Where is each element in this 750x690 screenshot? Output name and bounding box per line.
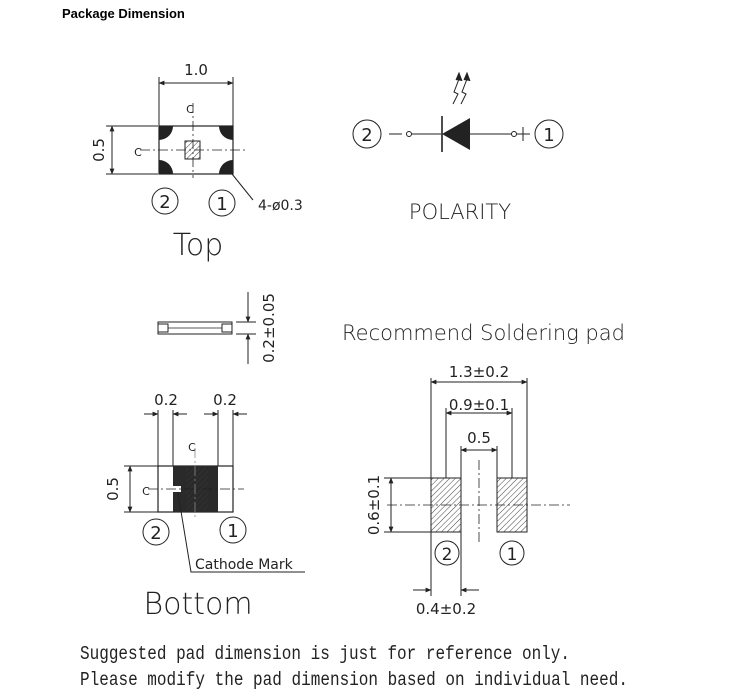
bottom-pad-right-dim: 0.2	[213, 391, 237, 409]
top-center-mark-side: C	[134, 146, 142, 159]
bottom-caption: Bottom	[143, 587, 253, 622]
top-hole-note: 4-ø0.3	[258, 198, 303, 214]
polarity-pin-1: 1	[543, 125, 555, 146]
top-center-mark: C	[186, 103, 194, 116]
bottom-pad-left-dim: 0.2	[154, 391, 178, 409]
top-view	[106, 77, 253, 216]
top-caption: Top	[172, 228, 224, 263]
top-pin-1: 1	[216, 194, 228, 215]
side-view	[158, 292, 256, 364]
note-line-2: Please modify the pad dimension based on individual need.	[80, 669, 628, 690]
solder-pad-width-dim: 0.4±0.2	[415, 600, 477, 618]
bottom-center-mark-side: C	[142, 485, 150, 498]
solder-overall-dim: 1.3±0.2	[448, 363, 510, 381]
top-width-dim: 1.0	[184, 61, 208, 79]
solder-pin-2: 2	[441, 545, 453, 565]
solder-pad-title: Recommend Soldering pad	[342, 321, 625, 345]
bottom-height-dim: 0.5	[104, 477, 122, 501]
bottom-view	[124, 410, 305, 572]
side-thickness-dim: 0.2±0.05	[260, 293, 278, 363]
solder-height-dim: 0.6±0.1	[365, 474, 383, 536]
solder-inner-dim: 0.9±0.1	[448, 396, 510, 414]
polarity-pin-2: 2	[361, 125, 373, 146]
note-line-1: Suggested pad dimension is just for reference only.	[80, 643, 570, 665]
solder-gap-dim: 0.5	[467, 429, 491, 447]
bottom-pin-2: 2	[150, 523, 162, 544]
solder-pin-1: 1	[506, 545, 518, 565]
polarity-caption: POLARITY	[408, 200, 512, 224]
polarity-symbol	[353, 73, 563, 152]
bottom-center-mark: C	[188, 441, 196, 454]
cathode-mark-label: Cathode Mark	[195, 557, 293, 573]
top-height-dim: 0.5	[90, 138, 108, 162]
page-title: Package Dimension	[62, 6, 185, 21]
bottom-pin-1: 1	[227, 521, 239, 542]
top-pin-2: 2	[159, 192, 171, 213]
